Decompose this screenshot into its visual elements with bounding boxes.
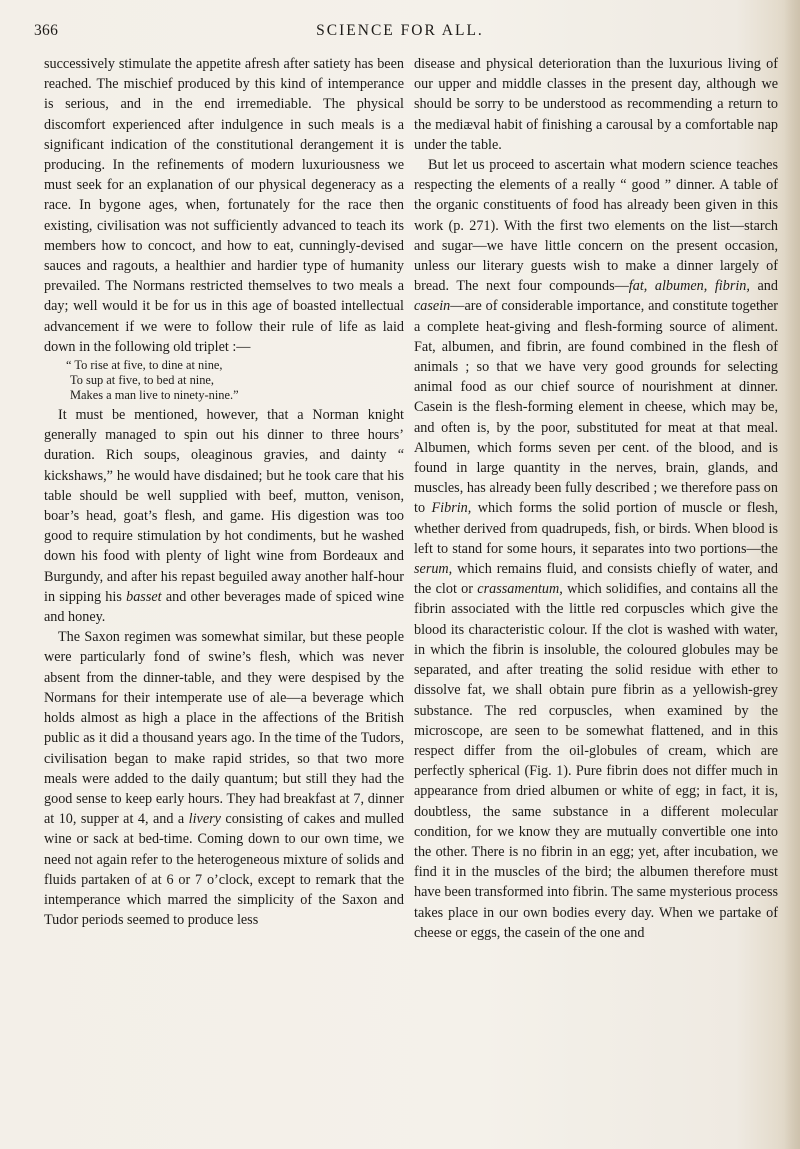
italic-term: livery (188, 811, 221, 828)
verse-line-3: Makes a man live to ninety-nine.” (70, 388, 239, 403)
running-head: SCIENCE FOR ALL. (316, 22, 484, 39)
text-run: consisting of cakes and mulled wine or sack at bed-time. Coming down to our own time, we need not again refer to the heterogeneous mixture of solids and fluids partaken of at 6 or 7 o’clock, except to remark that the intemperance which marred the simplicity of the Saxon and Tudor periods seemed to produce less (44, 811, 404, 929)
page-number: 366 (34, 22, 59, 39)
italic-term: fat, albumen, fibrin, (628, 278, 750, 295)
italic-term: Fibrin, (431, 500, 472, 517)
right-paragraph-1: disease and physical deterioration than the luxurious living of our upper and middle classes in the present day, although we should be sorry to be understood as recommending a return to the mediæval habit of finishing a carousal by a comfortable nap under the table. (414, 56, 778, 153)
left-column (44, 54, 404, 930)
italic-term: casein (414, 298, 451, 315)
italic-term: basset (126, 588, 162, 605)
text-run: which solidifies, and contains all the fibrin associated with the little red corpuscles which give the blood its characteristic colour. If the clot is washed with water, in which the fibrin is insoluble, the coloured globules may be separated, and after treating the solid residue with ether to dissolve fat, we shall obtain pure fibrin as a yellowish-grey substance. The red corpuscles, when examined by the microscope, are seen to be somewhat flattened, and in this respect differ from the oil-globules of cream, which are perfectly spherical (Fig. 1). Pure fibrin does not differ much in appearance from dried albumen or white of egg; in fact, it is, doubtless, the same substance in a different molecular condition, for we know they are mutually convertible one into the other. There is no fibrin in an egg; yet, after incubation, we find it in the muscles of the bird; the albumen therefore must have been transformed into fibrin. The same mysterious process takes place in our own bodies every day. When we partake of cheese or eggs, the casein of the one and (414, 581, 778, 941)
text-run: and (749, 278, 778, 295)
text-run: —are of considerable importance, and constitute together a complete heat-giving and flesh-forming source of aliment. Fat, albumen, and fibrin, are found combined in the flesh of animals ; so that we have very good grounds for selecting animal food as our chief source of nourishment at dinner. Casein is the flesh-forming element in cheese, which may be, and often is, by the poor, substituted for meat at that meal. Albumen, which forms seven per cent. of the blood, and is found in large quantity in the nerves, brain, glands, and muscles, has already been fully described ; we therefore pass on to (414, 298, 778, 517)
text-run: which forms the solid portion of muscle or flesh, whether derived from quadrupeds, fish, or birds. When blood is left to stand for some hours, it separates into two portions—the (414, 500, 778, 557)
text-run: and other beverages made of spiced wine and honey. (44, 588, 404, 626)
text-run: which remains fluid, and consists chiefly of water, and the clot or (414, 561, 778, 598)
page-gutter-shadow (784, 0, 800, 1149)
verse-triplet (44, 358, 404, 403)
italic-term: serum, (414, 561, 453, 578)
left-paragraph-2 (44, 405, 404, 627)
right-paragraph-2 (414, 155, 778, 943)
italic-term: crassamentum, (477, 581, 563, 598)
verse-line-1: “ To rise at five, to dine at nine, (66, 358, 223, 373)
left-paragraph-3 (44, 627, 404, 930)
page-header (30, 22, 770, 46)
verse-line-2: To sup at five, to bed at nine, (70, 373, 214, 388)
text-run: The Saxon regimen was somewhat similar, but these people were particularly fond of swine’s flesh, which was never absent from the dinner-table, and they were despised by the Normans for their intemperate use of ale—a beverage which holds almost as high a place in the affections of the British public as it did a thousand years ago. In the time of the Tudors, civilisation began to make rapid strides, so that two more meals were added to the daily quantum; but still they had the good sense to keep early hours. They had breakfast at 7, dinner at 10, supper at 4, and a (44, 629, 404, 828)
text-run: But let us proceed to ascertain what modern science teaches respecting the elements of a really “ good ” dinner. A table of the organic constituents of food has already been given in this work (p. 271). With the first two elements on the list—starch and sugar—we have little concern on the present occasion, unless our literary guests wish to make a dinner largely of bread. The next four compounds— (414, 157, 778, 295)
right-column (414, 54, 778, 943)
left-paragraph-1: successively stimulate the appetite afresh after satiety has been reached. The mischief produced by this kind of intemperance is serious, and in the end irremediable. The physical discomfort experienced after indulgence in such meals is a significant indication of the constitutional derangement it is producing. In the refinements of modern luxuriousness we must seek for an explanation of our physical degeneracy as a race. In bygone ages, when, fortunately for the race then existing, civilisation was not sufficiently advanced to teach its members how to concoct, and how to eat, cunningly-devised sauces and ragouts, a healthier and hardier type of humanity prevailed. The Normans restricted themselves to two meals a day; well would it be for us in this age of boasted intellectual advancement if we were to follow their rule of life as laid down in the following old triplet :— (44, 56, 404, 355)
text-run: It must be mentioned, however, that a Norman knight generally managed to spin out his dinner to three hours’ duration. Rich soups, oleaginous gravies, and dainty “ kickshaws,” he would have disdained; but he took care that his table should be well supplied with beef, mutton, venison, boar’s head, goat’s flesh, and game. His digestion was too good to require stimulation by hot condiments, but he washed down his food with plenty of light wine from Bordeaux and Burgundy, and after his repast beguiled away another half-hour in sipping his (44, 407, 404, 605)
